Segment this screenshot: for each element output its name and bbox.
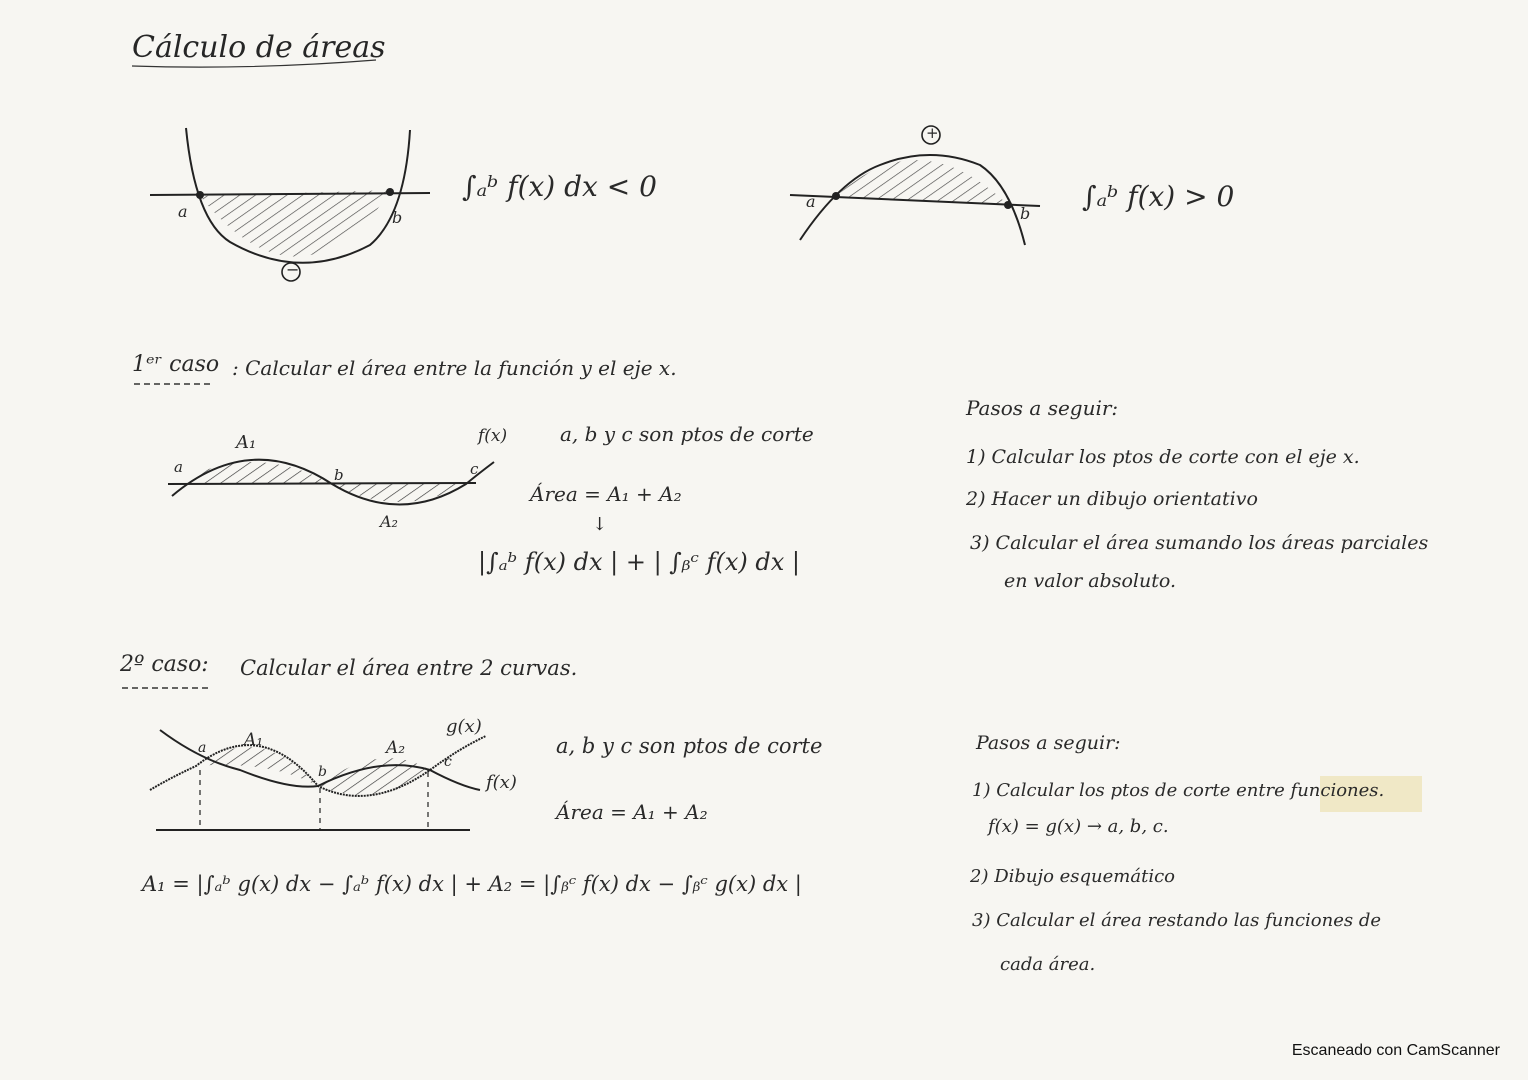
case2-label-fx: f(x) xyxy=(486,772,517,793)
case1-area: Área = A₁ + A₂ xyxy=(530,482,682,506)
left-integral: ∫ₐᵇ f(x) dx < 0 xyxy=(462,170,657,203)
camscanner-watermark: Escaneado con CamScanner xyxy=(1291,1042,1500,1059)
case1-label-a: a xyxy=(174,458,183,476)
page-title: Cálculo de áreas xyxy=(132,30,386,65)
case1-formula: |∫ₐᵇ f(x) dx | + | ∫ᵦᶜ f(x) dx | xyxy=(478,548,801,576)
case1-label-a2: A₂ xyxy=(380,512,398,531)
case1-heading-num: 1ᵉʳ caso xyxy=(132,352,220,377)
case2-label-a2: A₂ xyxy=(386,738,406,758)
case2-label-b: b xyxy=(318,764,327,780)
case1-label-b: b xyxy=(334,466,344,484)
case2-heading-num: 2º caso: xyxy=(120,652,209,677)
top-left-label-a: a xyxy=(178,202,188,221)
top-right-label-b: b xyxy=(1020,204,1031,223)
case2-label-gx: g(x) xyxy=(446,716,482,737)
case1-arrow: ↓ xyxy=(592,514,608,535)
case1-heading-text: : Calcular el área entre la función y el eje x. xyxy=(232,356,677,380)
case1-note: a, b y c son ptos de corte xyxy=(560,422,814,446)
case2-formula: A₁ = |∫ₐᵇ g(x) dx − ∫ₐᵇ f(x) dx | + A₂ = |∫ᵦᶜ f(x) dx − ∫ᵦᶜ g(x) dx | xyxy=(142,872,802,896)
case2-heading-text: Calcular el área entre 2 curvas. xyxy=(240,656,578,680)
case1-steps-title: Pasos a seguir: xyxy=(966,396,1119,420)
case2-label-a: a xyxy=(198,740,207,756)
graph-case1 xyxy=(168,460,494,505)
graph-positive-area xyxy=(790,126,1040,245)
positive-sign: + xyxy=(926,124,939,142)
case1-step-2: 2) Hacer un dibujo orientativo xyxy=(966,488,1258,510)
case2-step-1: 1) Calcular los ptos de corte entre funciones. xyxy=(972,780,1385,801)
case2-steps-title: Pasos a seguir: xyxy=(976,732,1121,754)
case2-step-3: 3) Calcular el área restando las funciones de xyxy=(972,910,1381,931)
case2-step-3-cont: cada área. xyxy=(1000,954,1096,975)
case2-step-1-eq: f(x) = g(x) → a, b, c. xyxy=(988,816,1169,837)
negative-sign: − xyxy=(286,260,300,279)
case1-step-3-cont: en valor absoluto. xyxy=(1004,570,1176,592)
case2-area: Área = A₁ + A₂ xyxy=(556,800,708,824)
case1-step-3: 3) Calcular el área sumando los áreas parciales xyxy=(970,532,1429,554)
case1-label-c: c xyxy=(470,460,479,478)
top-left-label-b: b xyxy=(392,208,403,227)
case2-step-2: 2) Dibujo esquemático xyxy=(970,866,1176,887)
case2-label-a1: A₁ xyxy=(244,730,264,750)
case1-label-fx: f(x) xyxy=(478,426,508,446)
top-right-label-a: a xyxy=(806,192,816,211)
case1-step-1: 1) Calcular los ptos de corte con el eje x. xyxy=(966,446,1360,468)
graph-negative-area xyxy=(150,128,430,281)
case2-label-c: c xyxy=(444,754,452,770)
case1-label-a1: A₁ xyxy=(236,432,257,453)
right-integral: ∫ₐᵇ f(x) > 0 xyxy=(1082,180,1235,213)
case2-note: a, b y c son ptos de corte xyxy=(556,734,823,758)
